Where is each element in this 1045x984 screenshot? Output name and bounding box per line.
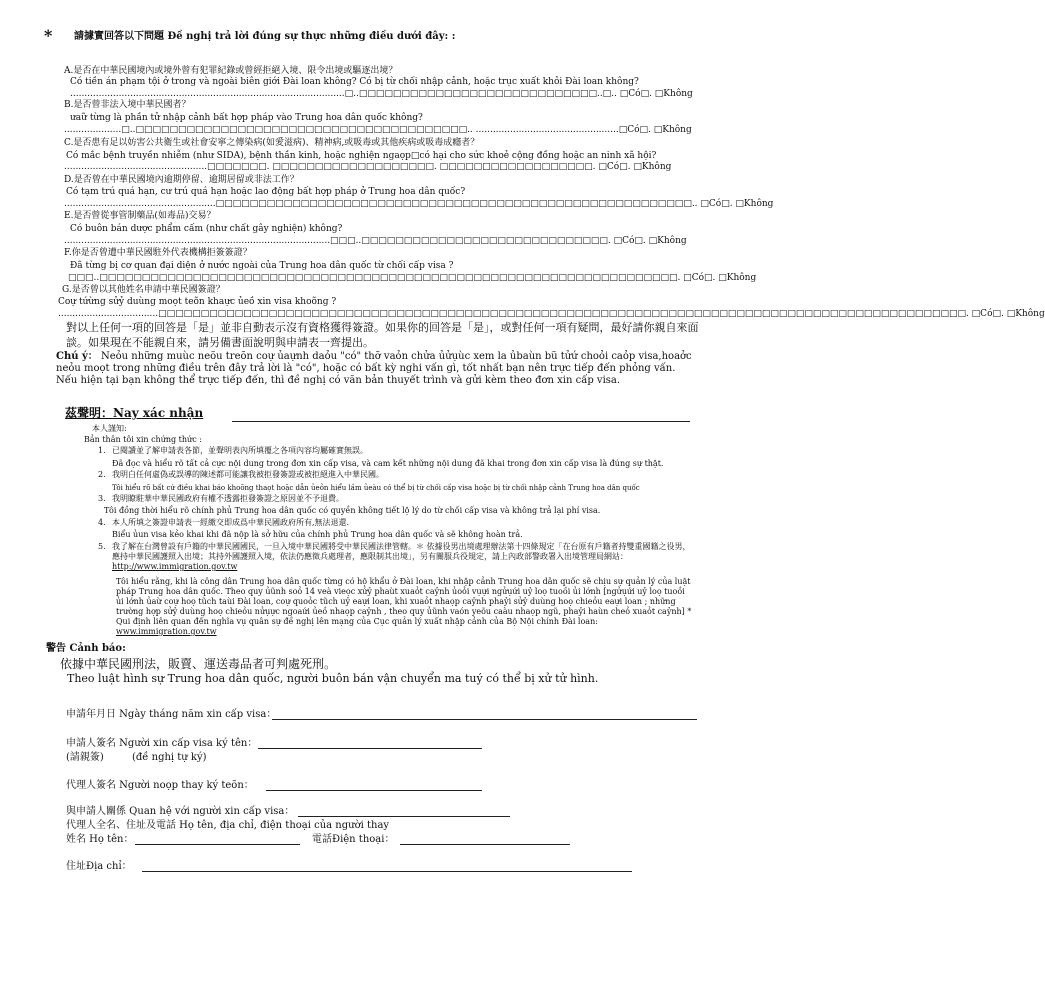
agent-name-field[interactable]: [135, 844, 300, 845]
relation-label: 與申請人關係 Quan hệ với người xin cấp visa：: [66, 806, 295, 817]
applicant-note-vi: (đề nghị tự ký): [132, 752, 207, 763]
agent-address-label: 住址Địa chỉ：: [66, 861, 132, 872]
declaration-item-5-zh-block: [112, 542, 694, 572]
applicant-signature-field[interactable]: [258, 748, 482, 749]
question-b-answer[interactable]: ....................□..□□□□□□□□□□□□□□□□□□□□□□□□□□□□□□□□□□□□□□□.. ..................................................□Có□. □Không: [64, 125, 692, 135]
declaration-item-3-vi: Tôi đồng thời hiểu rõ chính phủ Trung hoa dân quốc có quyền không tiết lộ lý do từ chối cấp visa và không trả lại phí visa.: [104, 506, 601, 515]
date-field[interactable]: [272, 719, 697, 720]
declaration-item-5-num: 5.: [98, 542, 106, 551]
declaration-item-4-num: 4.: [98, 518, 106, 527]
question-b-vi: ưaữ từng là phần tử nhập cảnh bất hợp pháp vào Trung hoa dân quốc không?: [70, 113, 423, 123]
declaration-intro-vi: Bản thân tôi xin chứng thức :: [84, 435, 202, 444]
question-e-vi: Có buôn bán dược phẩm cấm (như chất gây nghiện) không?: [70, 224, 343, 234]
question-e-zh: E.是否曾從事管制藥品(如毒品)交易？: [64, 211, 216, 221]
declaration-item-2-zh: 我明白任何虛偽或誤導的陳述都可能讓我被拒發簽證或被拒絕進入中華民國。: [112, 470, 384, 479]
declaration-item-1-num: 1.: [98, 446, 106, 455]
question-d-answer[interactable]: .....................................................□□□□□□□□□□□□□□□□□□□□□□□□□□□□□□□□□□□□□□□□□□□□□□□□□□□□□□□□.. □Có□. □Không: [64, 199, 774, 209]
immigration-link-zh[interactable]: http://www.immigration.gov.tw: [112, 562, 238, 571]
note-zh: 對以上任何一項的回答是「是」並非自動表示沒有資格獲得簽證。如果你的回答是「是」，或對任何一項有疑問，最好請你親自來面談。如果現在不能親自來，請另備書面說明與申請表一齊提出。: [66, 321, 699, 349]
declaration-item-3-zh: 我明瞭駐華中華民國政府有權不透露拒發簽證之原因並不予退費。: [112, 494, 344, 503]
question-g-vi: Coự tứừng sửỷ duùng moọt teõn khaực ủeồ xin visa khoõng ?: [58, 297, 337, 307]
declaration-item-4-zh: 本人所填之簽證申請表一經繳交即成爲中華民國政府所有,無法退還.: [112, 518, 350, 527]
note-label: Chú ý：: [56, 351, 98, 362]
declaration-rule: [232, 421, 690, 422]
question-f-zh: F.你是否曾遭中華民國駐外代表機構拒簽簽證？: [64, 248, 252, 258]
declaration-item-4-vi: Biểu ủun visa kẻo khai khi đã nộp là sở hữu của chính phủ Trung hoa dân quốc và sẽ không hoàn trả.: [112, 530, 523, 539]
applicant-signature-label: 申請人簽名 Người xin cấp visa ký tên：: [66, 738, 258, 749]
declaration-item-5-vi: Tôi hiểu rằng, khi là công dân Trung hoa dân quốc từng có hộ khẩu ở Đài loan, khi nhập cảnh Trung hoa dân quốc sẽ chịu sự quản lý của luật pháp Trung hoa dân quốc. Theo quy ủũnh soỏ 14 veà vieọc xửỷ phaùt xuaỏt caỷnh ủoỏi vụựi ngửụứi uỷ loọ tuoồi ủi lớnh [ngửụứi uỷ loọ tuoồi ủi lớnh ủaừ coự hoọ tũch taùi Đài loan, coự quoỏc tũch uỷ eaựi loan, khi xuaỏt nhaọp caỷnh phaỷi sửỷ duùng hoọ chieỏu eaựi loan ; những trường hợp sửỷ duùng hoọ chieỏu nửụực ngoaứi ủeồ nhaọp caỷnh , theo quy ủũnh vaón yeõu caàu nhaọp ngũ, phaỷi haùn cheỏ xuaỏt caỷnh] * Qui định liên quan đến nghĩa vụ quân sự đề nghị lên mạng của Cục quản lý xuất nhập cảnh của Bộ Nội chính Đài loan:: [116, 577, 692, 626]
note-vi-block: [56, 351, 696, 387]
instruction-heading: 請據實回答以下問題 Đề nghị trả lời đúng sự thực những điều dưới đây: :: [74, 31, 456, 42]
declaration-item-1-zh: 已閱讀並了解申請表各節，並聲明表內所填覆之各項內容均屬確實無誤。: [112, 446, 368, 455]
agent-info-label: 代理人全名、住址及電話 Họ tên, địa chỉ, điện thoại của người thay: [66, 820, 390, 831]
question-c-vi: Có mắc bệnh truyền nhiễm (như SIDA), bệnh thần kinh, hoặc nghiện ngaọp□có hại cho sức khoẻ cộng đồng hoặc an ninh xã hội?: [66, 151, 657, 161]
agent-signature-field[interactable]: [266, 790, 482, 791]
question-f-vi: Đã từng bị cơ quan đại diện ở nước ngoài của Trung hoa dân quốc từ chối cấp visa ?: [70, 261, 454, 271]
agent-phone-label: 電話Điện thoại：: [312, 834, 395, 845]
agent-address-field[interactable]: [142, 871, 632, 872]
immigration-link-vi[interactable]: www.immigration.gov.tw: [116, 627, 217, 636]
applicant-note-zh: (請親簽): [66, 752, 104, 763]
declaration-item-2-num: 2.: [98, 470, 106, 479]
question-a-vi: Có tiền án phạm tội ở trong và ngoài biên giới Đài loan không? Có bị từ chối nhập cảnh, hoặc trục xuất khỏi Đài loan không?: [70, 77, 639, 87]
declaration-item-3-num: 3.: [98, 494, 106, 503]
question-e-answer[interactable]: .............................................................................................□□□..□□□□□□□□□□□□□□□□□□□□□□□□□□□□□. □Có□. □Không: [64, 236, 687, 246]
question-g-zh: G.是否曾以其他姓名申請中華民國簽證？: [62, 285, 225, 295]
declaration-item-5-zh: 我了解在台灣曾設有戶籍的中華民國國民，一旦入境中華民國將受中華民國法律管轄。＊ 依據役男出境處理辦法第十四條規定「在台原有戶籍者持雙重國籍之役男，應持中華民國護照入出境；其持外國護照入境，依法仍應徵兵處理者，應限制其出境」，另有關服兵役規定，請上內政部警政署入出境管理局網站：: [112, 542, 691, 561]
question-b-zh: B.是否曾非法入境中華民國者？: [64, 100, 191, 110]
agent-phone-field[interactable]: [400, 844, 570, 845]
agent-signature-label: 代理人簽名 Người noọp thay ký teõn：: [66, 780, 254, 791]
question-g-answer[interactable]: ...................................□□□□□□□□□□□□□□□□□□□□□□□□□□□□□□□□□□□□□□□□□□□□□□□□□□□□□□□□□□□□□□□□□□□□□□□□□□□□□□□□□□□□□□□□□□□□□□□. □Có□. □Không: [58, 309, 1045, 319]
declaration-intro-zh: 本人謹知:: [92, 424, 127, 433]
note-vi: Neỏu những muùc neõu treõn coự ủaựnh daỏu "có" thỡ vaỏn chửa ủửụùc xem la ủbaùn bũ tửứ choỏi caỏp visa,hoaởc neỏu moọt trong những điều trên đây trả lời là "có", hoặc có bất kỳ nghi vấn gì, tốt nhất bạn nên trực tiếp đến phỏng vấn. Nếu hiện tại bạn không thể trực tiếp đến, thì đề nghị có văn bản thuyết trình và gửi kèm theo đơn xin cấp visa.: [56, 351, 692, 386]
relation-field[interactable]: [298, 816, 510, 817]
star-marker: *: [44, 26, 53, 45]
declaration-item-1-vi: Đã đọc và hiểu rõ tất cả cực nội dung trong đơn xin cấp visa, và cam kết những nội dung đã khai trong đơn xin cấp visa là đúng sự thật.: [112, 459, 664, 468]
question-c-zh: C.是否患有足以妨害公共衛生或社會安寧之傳染病(如愛滋病)、精神病,或吸毒或其他疾病或吸毒成癮者？: [64, 138, 480, 148]
date-label: 申請年月日 Ngày tháng năm xin cấp visa：: [66, 709, 277, 720]
declaration-item-2-vi: Tôi hiểu rõ bất cứ điều khai báo khoõng thaọt hoặc dẫn ủeỏn hiểu lầm ủeàu có thể bị từ chối cấp visa hoặc bị từ chối nhập cảnh Trung hoa dân quốc: [112, 484, 640, 492]
question-d-zh: D.是否曾在中華民國境內逾期停留、逾期居留或非法工作？: [64, 175, 299, 185]
question-f-answer[interactable]: □□□..□□□□□□□□□□□□□□□□□□□□□□□□□□□□□□□□□□□□□□□□□□□□□□□□□□□□□□□□□□□□□□□□□□□□. □Có□. □Không: [68, 273, 757, 283]
question-a-zh: A.是否在中華民國境內或境外曾有犯罪紀錄或曾經拒絕入境、限令出境或驅逐出境？: [64, 66, 398, 76]
question-d-vi: Có tạm trú quá hạn, cư trú quá hạn hoặc lao động bất hợp pháp ở Trung hoa dân quốc?: [66, 187, 466, 197]
question-c-answer[interactable]: ..................................................□□□□□□□. □□□□□□□□□□□□□□□□□□□. □□□□□□□□□□□□□□□□□□. □Có□. □Không: [64, 162, 672, 172]
warning-zh: 依據中華民國刑法，販賣、運送毒品者可判處死刑。: [60, 657, 337, 671]
warning-title: 警告 Cảnh báo:: [46, 643, 126, 654]
question-a-answer[interactable]: ................................................................................................□..□□□□□□□□□□□□□□□□□□□□□□□□□□□□..□.. □Có□. □Không: [70, 89, 693, 99]
declaration-item-5-vi-block: [116, 577, 694, 637]
warning-vi: Theo luật hình sự Trung hoa dân quốc, người buôn bán vận chuyển ma tuý có thể bị xử tử hình.: [67, 672, 599, 685]
agent-name-label: 姓名 Họ tên：: [66, 834, 134, 845]
declaration-title: 茲聲明：Nay xác nhận: [65, 406, 204, 420]
